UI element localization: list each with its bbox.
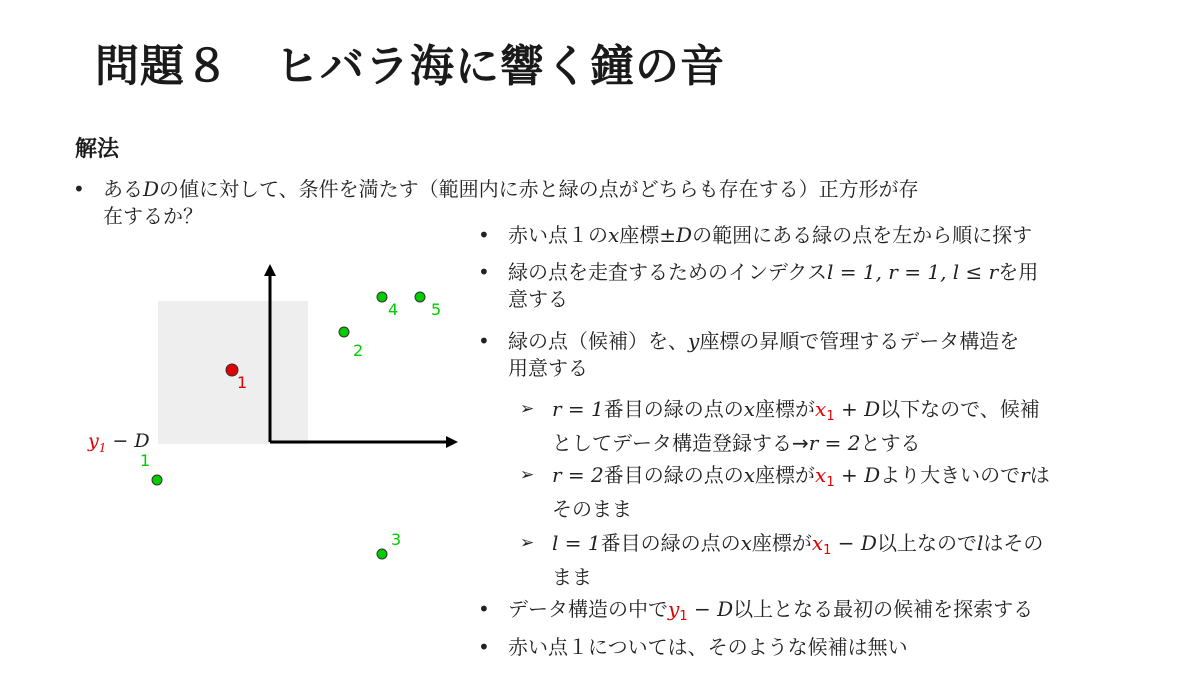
green-point-label: 2 xyxy=(353,341,364,360)
bullet-icon: • xyxy=(478,635,490,659)
bullet-data-structure: • 緑の点（候補）を、y座標の昇順で管理するデータ構造を 用意する xyxy=(478,329,1020,380)
bullet-search-range: • 赤い点１のx座標±Dの範囲にある緑の点を左から順に探す xyxy=(478,223,1033,247)
green-point-label: 3 xyxy=(391,530,402,549)
arrow-icon: ➢ xyxy=(520,399,535,419)
bullet-search-candidate: • データ構造の中で$y_1 - D$以上となる最初の候補を探索する xyxy=(478,597,1034,624)
green-point-3 xyxy=(377,549,387,559)
red-point-label: 1 xyxy=(237,373,248,392)
bullet-icon: • xyxy=(73,177,85,201)
sub-bullet-r1: ➢ r = 1番目の緑の点のx座標が$x_1 + D$以下なので、候補 としてデータ構造登録する→r = 2とする xyxy=(520,397,1040,455)
page-title: 問題８ ヒバラ海に響く鐘の音 xyxy=(95,41,725,92)
green-point-label: 5 xyxy=(431,300,442,319)
axis-label: $y_1 - D$ xyxy=(88,430,150,455)
arrow-icon: ➢ xyxy=(520,465,535,485)
point-diagram xyxy=(80,255,480,575)
bullet-icon: • xyxy=(478,223,490,247)
bullet-icon: • xyxy=(478,329,490,353)
green-point-2 xyxy=(339,327,349,337)
section-heading: 解法 xyxy=(75,137,120,162)
green-point-label: 1 xyxy=(140,451,151,470)
sub-bullet-l1: ➢ l = 1番目の緑の点のx座標が$x_1 - D$以上なのでlはその まま xyxy=(520,531,1044,589)
green-point-1 xyxy=(152,475,162,485)
bullet-icon: • xyxy=(478,597,490,621)
bullet-icon: • xyxy=(478,260,490,284)
green-point-label: 4 xyxy=(388,300,399,319)
sub-bullet-r2: ➢ r = 2番目の緑の点のx座標が$x_1 + D$より大きいのでrは そのまま xyxy=(520,463,1050,521)
green-point-4 xyxy=(377,292,387,302)
arrow-icon: ➢ xyxy=(520,533,535,553)
bullet-index: • 緑の点を走査するためのインデクスl = 1, r = 1, l ≤ rを用 意する xyxy=(478,260,1039,311)
bullet-condition: • あるDの値に対して、条件を満たす（範囲内に赤と緑の点がどちらも存在する）正方形が存 在するか？ xyxy=(73,177,919,228)
bullet-no-candidate: • 赤い点１については、そのような候補は無い xyxy=(478,635,908,659)
green-point-5 xyxy=(415,292,425,302)
